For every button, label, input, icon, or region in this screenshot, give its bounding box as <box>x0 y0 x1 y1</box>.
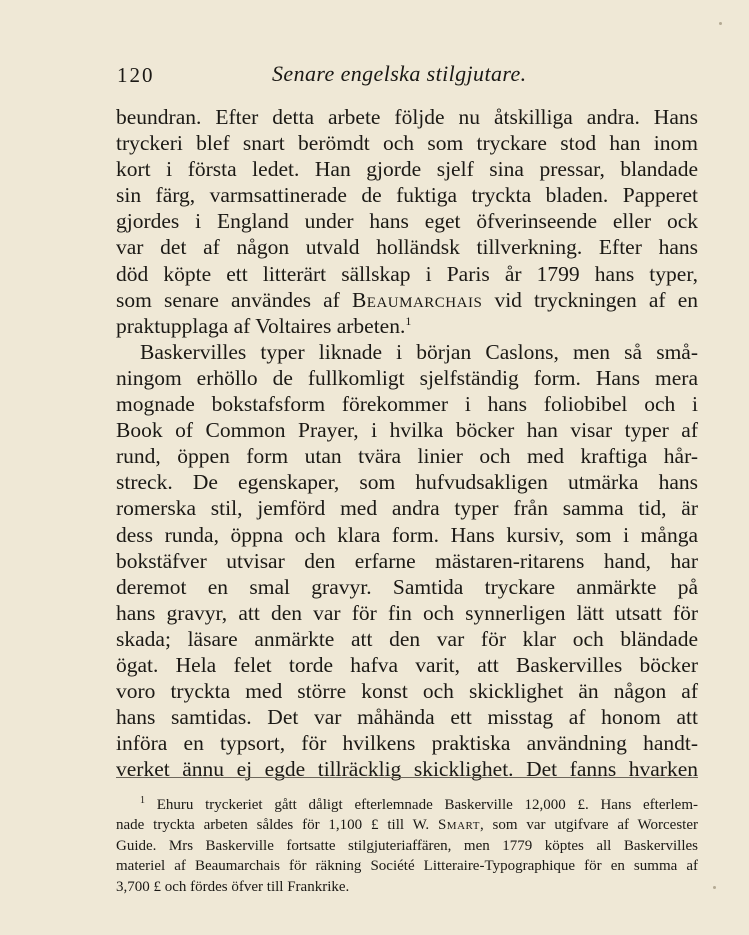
running-title: Senare engelska stilgjutare. <box>272 61 527 86</box>
paper-speck <box>719 22 722 25</box>
footnote <box>116 795 698 897</box>
text-line: tryckeri blef snart berömdt och som tryckare stod han inom <box>116 131 698 156</box>
text-line <box>116 313 698 339</box>
text-line: voro tryckta med större konst och skicklighet än någon af <box>116 679 698 704</box>
text-segment: vid tryckningen af en <box>482 287 698 312</box>
paper-speck <box>713 886 716 889</box>
page-number: 120 <box>117 63 155 87</box>
name-smallcaps: Smart <box>437 817 480 834</box>
text-line <box>116 287 698 313</box>
footnote-line: 3,700 £ och fördes öfver till Frankrike. <box>116 878 350 895</box>
text-line: Baskervilles typer liknade i början Caslons, men så små- <box>140 339 698 364</box>
text-line: hans gravyr, att den var för fin och synnerligen lätt utsatt för <box>116 600 698 625</box>
text-line: kort i första ledet. Han gjorde sjelf sina pressar, blandade <box>116 157 698 182</box>
footnote-line: materiel af Beaumarchais för räkning Société Litteraire-Typographique för en summa af <box>116 858 698 875</box>
text-line: sin färg, varmsattinerade de fuktiga tryckta bladen. Papperet <box>116 183 698 208</box>
footnote-reference[interactable]: 1 <box>405 313 412 328</box>
text-line: gjordes i England under hans eget öfverinseende eller ock <box>116 209 698 234</box>
text-line: införa en typsort, för hvilkens praktiska användning handt- <box>116 731 698 756</box>
text-segment: Ehuru tryckeriet gått dåligt efterlemnade Baskerville 12,000 £. Hans efterlem- <box>156 797 698 813</box>
text-line: bokstäfver utvisar den erfarne mästaren-ritarens hand, har <box>116 548 698 573</box>
text-line: var det af någon utvald holländsk tillverkning. Efter hans <box>116 235 698 260</box>
text-segment: nade tryckta arbeten såldes för 1,100 £ till W. <box>116 817 438 834</box>
text-line: romerska stil, jemförd med andra typer från samma tid, är <box>116 496 698 521</box>
footnote-divider <box>116 777 698 778</box>
text-line: verket ännu ej egde tillräcklig skicklighet. Det fanns hvarken <box>116 757 698 782</box>
text-segment: , som var utgifvare af Worcester <box>479 817 698 834</box>
text-line: rund, öppen form utan tvära linier och med kraftiga hår- <box>116 444 698 469</box>
text-line: hans samtidas. Det var måhända ett misstag af honom att <box>116 705 698 730</box>
text-segment: praktupplaga af Voltaires arbeten. <box>116 313 406 338</box>
footnote-mark: 1 <box>140 795 145 806</box>
text-line: deremot en smal gravyr. Samtida tryckare anmärkte på <box>116 574 698 599</box>
body-text <box>116 104 698 782</box>
footnote-line: Guide. Mrs Baskerville fortsatte stilgjuteriaffären, men 1779 köptes all Baskervilles <box>116 837 698 854</box>
text-line: skada; läsare anmärkte att den var för klar och bländade <box>116 626 698 651</box>
text-line: dess runda, öppna och klara form. Hans kursiv, som i många <box>116 522 698 547</box>
text-line: ningom erhöllo de fullkomligt sjelfständig form. Hans mera <box>116 365 698 390</box>
text-segment: som senare användes af <box>116 287 352 312</box>
name-smallcaps: Beaumarchais <box>351 287 483 312</box>
text-line: streck. De egenskaper, som hufvudsakligen utmärka hans <box>116 470 698 495</box>
text-line: Book of Common Prayer, i hvilka böcker han visar typer af <box>116 418 698 443</box>
text-line: beundran. Efter detta arbete följde nu åtskilliga andra. Hans <box>116 105 698 129</box>
footnote-line <box>116 815 698 835</box>
text-line: mognade bokstafsform förekommer i hans foliobibel och i <box>116 392 698 417</box>
text-line: död köpte ett litterärt sällskap i Paris år 1799 hans typer, <box>116 261 698 286</box>
footnote-line <box>116 795 698 815</box>
text-line: ögat. Hela felet torde hafva varit, att Baskervilles böcker <box>116 652 698 677</box>
